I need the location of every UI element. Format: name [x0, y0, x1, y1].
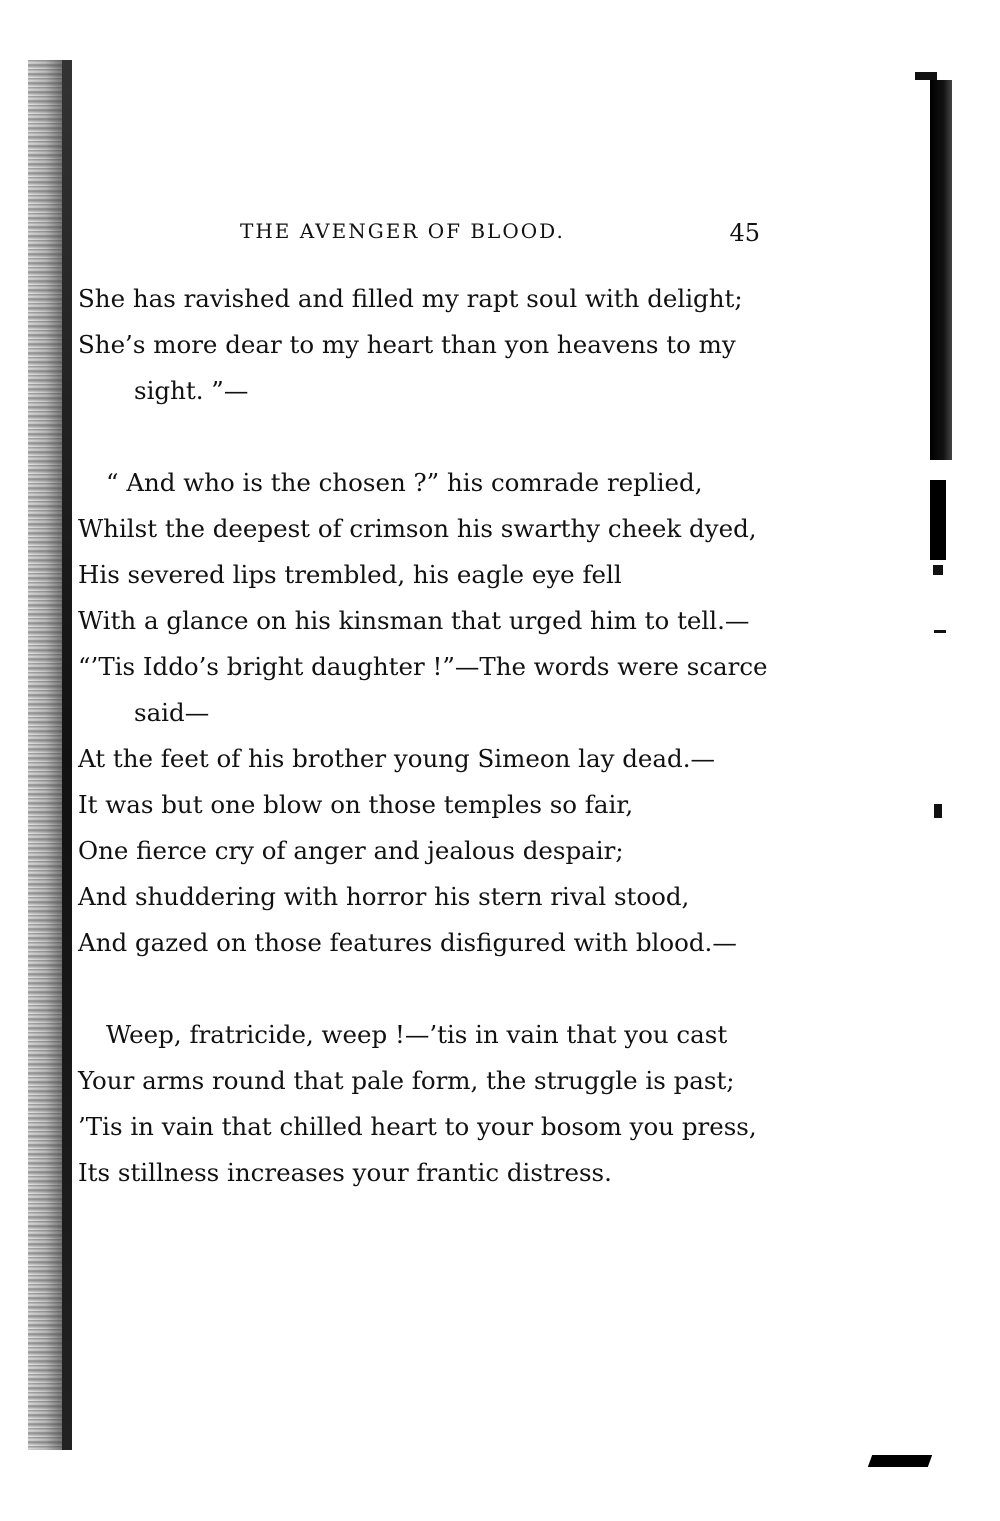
- right-edge-foot-artifact: [868, 1455, 932, 1467]
- verse-line-continuation: said—: [134, 698, 210, 727]
- page-header: [240, 219, 760, 249]
- left-binding-edge: [62, 60, 72, 1450]
- verse-line: And shuddering with horror his stern rival stood,: [78, 882, 690, 911]
- verse-line: His severed lips trembled, his eagle eye fell: [78, 560, 622, 589]
- verse-line: ’Tis in vain that chilled heart to your bosom you press,: [78, 1112, 757, 1141]
- verse-line: At the feet of his brother young Simeon lay dead.—: [78, 744, 715, 773]
- stanza: [78, 1012, 778, 1196]
- poem-body: [78, 276, 778, 1196]
- stanza: [78, 460, 778, 966]
- verse-line: Weep, fratricide, weep !—’tis in vain that you cast: [106, 1020, 728, 1049]
- verse-line: She has ravished and filled my rapt soul with delight;: [78, 284, 743, 313]
- verse-line: Your arms round that pale form, the struggle is past;: [78, 1066, 735, 1095]
- verse-line: Its stillness increases your frantic distress.: [78, 1158, 612, 1187]
- verse-line: Whilst the deepest of crimson his swarthy cheek dyed,: [78, 514, 757, 543]
- verse-line: She’s more dear to my heart than yon heavens to my: [78, 330, 736, 359]
- page-number: 45: [729, 219, 760, 247]
- verse-line: With a glance on his kinsman that urged him to tell.—: [78, 606, 750, 635]
- right-edge-mark: [915, 72, 937, 80]
- stanza-break: [78, 414, 778, 460]
- right-edge-mark: [934, 804, 942, 818]
- right-edge-artifact-lower: [930, 480, 946, 560]
- verse-line: “’Tis Iddo’s bright daughter !”—The words were scarce: [78, 652, 768, 681]
- running-title: THE AVENGER OF BLOOD.: [240, 219, 565, 243]
- stanza: [78, 276, 778, 414]
- stanza-break: [78, 966, 778, 1012]
- verse-line: “ And who is the chosen ?” his comrade replied,: [106, 468, 703, 497]
- right-edge-artifact: [930, 80, 952, 460]
- right-edge-mark: [933, 565, 943, 575]
- verse-line: And gazed on those features disfigured with blood.—: [78, 928, 737, 957]
- verse-line: It was but one blow on those temples so fair,: [78, 790, 634, 819]
- verse-line-continuation: sight. ”—: [134, 376, 249, 405]
- verse-line: One fierce cry of anger and jealous despair;: [78, 836, 624, 865]
- right-edge-mark: [934, 630, 946, 633]
